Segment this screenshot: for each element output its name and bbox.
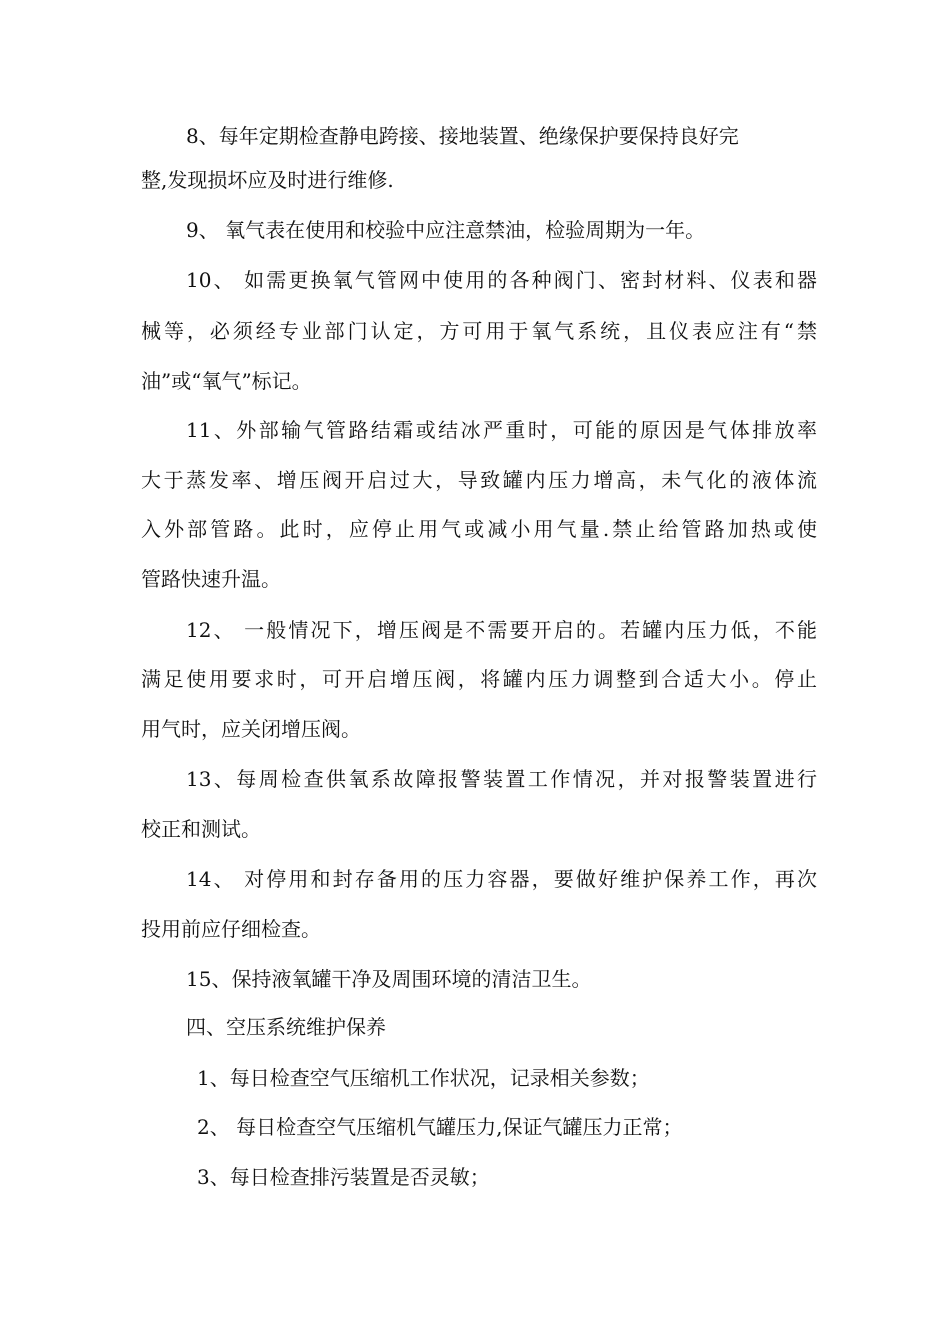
text-line: 投用前应仔细检查。 — [141, 917, 321, 941]
text-line: 8、每年定期检查静电跨接、接地装置、绝缘保护要保持良好完 — [186, 124, 739, 148]
text-line: 械等，必须经专业部门认定，方可用于氧气系统，且仪表应注有“禁 — [141, 319, 817, 343]
text-line: 满足使用要求时，可开启增压阀，将罐内压力调整到合适大小。停止 — [141, 667, 817, 691]
text-line: 11、外部输气管路结霜或结冰严重时，可能的原因是气体排放率 — [186, 418, 817, 442]
text-line: 整,发现损坏应及时进行维修. — [141, 168, 394, 192]
text-line: 2、 每日检查空气压缩机气罐压力,保证气罐压力正常； — [197, 1115, 683, 1139]
text-line: 入外部管路。此时，应停止用气或减小用气量.禁止给管路加热或使 — [141, 517, 817, 541]
section-heading: 四、空压系统维护保养 — [186, 1015, 386, 1039]
text-line: 用气时，应关闭增压阀。 — [141, 717, 361, 741]
text-line: 3、每日检查排污装置是否灵敏； — [197, 1165, 490, 1189]
text-line: 9、 氧气表在使用和校验中应注意禁油，检验周期为一年。 — [186, 218, 706, 242]
text-line: 油”或“氧气”标记。 — [141, 369, 312, 393]
text-line: 15、保持液氧罐干净及周围环境的清洁卫生。 — [186, 967, 592, 991]
text-line: 10、 如需更换氧气管网中使用的各种阀门、密封材料、仪表和器 — [186, 268, 817, 292]
text-line: 大于蒸发率、增压阀开启过大，导致罐内压力增高，未气化的液体流 — [141, 468, 817, 492]
text-line: 12、 一般情况下，增压阀是不需要开启的。若罐内压力低，不能 — [186, 618, 817, 642]
text-line: 1、每日检查空气压缩机工作状况，记录相关参数； — [197, 1066, 650, 1090]
text-line: 校正和测试。 — [141, 817, 261, 841]
text-line: 14、 对停用和封存备用的压力容器，要做好维护保养工作，再次 — [186, 867, 817, 891]
text-line: 13、每周检查供氧系故障报警装置工作情况，并对报警装置进行 — [186, 767, 817, 791]
text-line: 管路快速升温。 — [141, 567, 281, 591]
